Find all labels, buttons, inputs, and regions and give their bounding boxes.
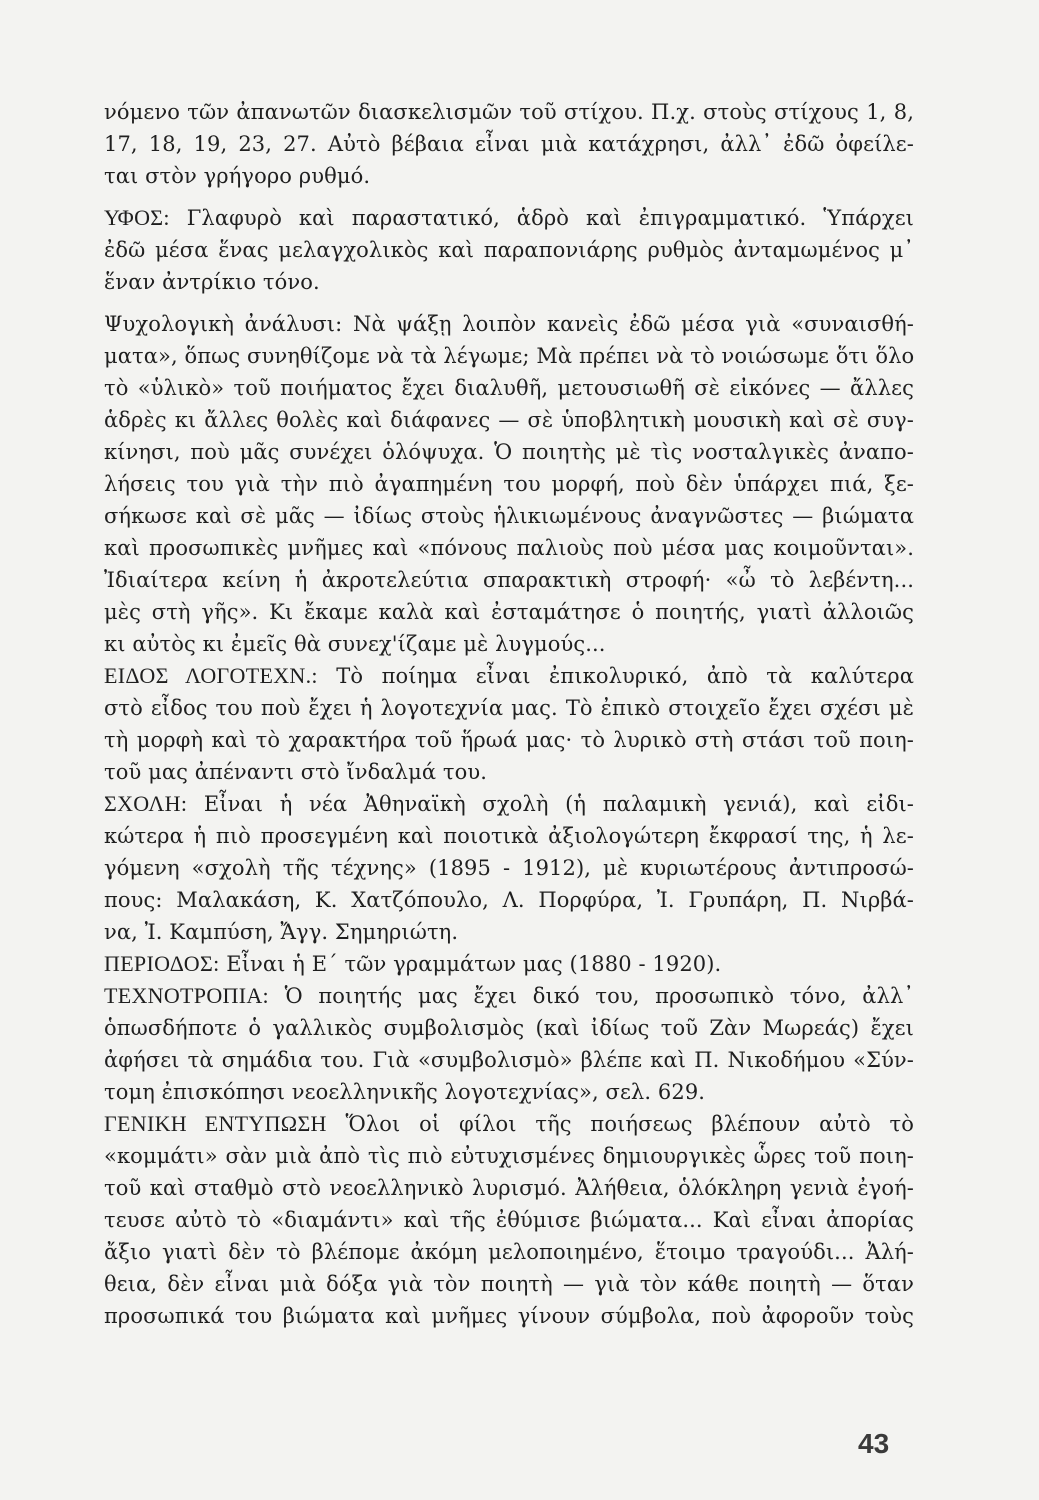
text-line: νόμενο τῶν ἀπανωτῶν διασκελισμῶν τοῦ στίχου. Π.χ. στοὺς στίχους 1, 8, [104, 100, 914, 124]
paragraph-style [104, 202, 914, 298]
text-line: τὸ «ὑλικὸ» τοῦ ποιήματος ἔχει διαλυθῆ, μετουσιωθῆ σὲ εἰκόνες — ἄλλες [104, 376, 914, 400]
document-body [104, 96, 914, 1332]
text-line: τοῦ μας ἀπέναντι στὸ ἴνδαλμά του. [104, 760, 487, 784]
text-line: γόμενη «σχολὴ τῆς τέχνης» (1895 - 1912), μὲ κυριωτέρους ἀντιπροσώ- [104, 856, 914, 880]
paragraph-school [104, 788, 914, 948]
text-line [104, 788, 914, 820]
paragraph-intro [104, 96, 914, 192]
paragraph-period [104, 948, 914, 980]
text-line [104, 1108, 914, 1140]
section-heading-impression: ΓΕΝΙΚΗ ΕΝΤΥΠΩΣΗ [104, 1111, 327, 1136]
section-heading-style: ΥΦΟΣ: [104, 205, 170, 230]
text-line: ὁπωσδήποτε ὁ γαλλικὸς συμβολισμὸς (καὶ ἰδίως τοῦ Ζὰν Μωρεάς) ἔχει [104, 1016, 914, 1040]
section-heading-analysis: Ψυχολογικὴ ἀνάλυσι: [104, 312, 343, 336]
text-line: ἁδρὲς κι ἄλλες θολὲς καὶ διάφανες — σὲ ὑποβλητικὴ μουσικὴ καὶ σὲ συγ- [104, 408, 914, 432]
text-line: ἄξιο γιατὶ δὲν τὸ βλέπομε ἀκόμη μελοποιημένο, ἕτοιμο τραγούδι... Ἀλή- [104, 1240, 914, 1264]
text-line: κώτερα ἡ πιὸ προσεγμένη καὶ ποιοτικὰ ἀξιολογώτερη ἔκφρασί της, ἡ λε- [104, 824, 914, 848]
text-line [104, 308, 914, 340]
section-heading-school: ΣΧΟΛΗ: [104, 791, 188, 816]
text-line: πους: Μαλακάση, Κ. Χατζόπουλο, Λ. Πορφύρα, Ἰ. Γρυπάρη, Π. Νιρβά- [104, 888, 914, 912]
text-line: κι αὐτὸς κι ἐμεῖς θὰ συνεχ'ίζαμε μὲ λυγμούς... [104, 632, 606, 656]
text-span: Νὰ ψάξῃ λοιπὸν κανεὶς ἐδῶ μέσα γιὰ «συναισθή- [352, 312, 914, 336]
section-heading-period: ΠΕΡΙΟΔΟΣ: [104, 951, 220, 976]
text-line: τοῦ καὶ σταθμὸ στὸ νεοελληνικὸ λυρισμό. Ἀλήθεια, ὁλόκληρη γενιὰ ἐγοή- [104, 1176, 914, 1200]
page-number: 43 [858, 1428, 890, 1459]
text-line [104, 202, 914, 234]
text-line: ματα», ὅπως συνηθίζομε νὰ τὰ λέγωμε; Μὰ πρέπει νὰ τὸ νοιώσωμε ὅτι ὅλο [104, 344, 914, 368]
text-line: τομη ἐπισκόπησι νεοελληνικῆς λογοτεχνίας», σελ. 629. [104, 1080, 706, 1104]
text-line [104, 980, 914, 1012]
text-line: Ἰδιαίτερα κείνη ἡ ἀκροτελεύτια σπαρακτικὴ στροφή· «ὦ τὸ λεβέντη... [104, 568, 914, 592]
text-line: ται στὸν γρήγορο ρυθμό. [104, 164, 371, 188]
paragraph-psychological-analysis [104, 308, 914, 660]
text-line: ἐδῶ μέσα ἕνας μελαγχολικὸς καὶ παραπονιάρης ρυθμὸς ἀνταμωμένος μ᾽ [104, 238, 914, 262]
text-span: Εἶναι ἡ νέα Ἀθηναϊκὴ σχολὴ (ἡ παλαμικὴ γενιά), καὶ εἰδι- [203, 792, 914, 816]
text-line: «κομμάτι» σὰν μιὰ ἀπὸ τὶς πιὸ εὐτυχισμένες δημιουργικὲς ὧρες τοῦ ποιη- [104, 1144, 914, 1168]
paragraph-general-impression [104, 1108, 914, 1332]
text-line: θεια, δὲν εἶναι μιὰ δόξα γιὰ τὸν ποιητὴ — γιὰ τὸν κάθε ποιητὴ — ὅταν [104, 1272, 914, 1296]
text-line [104, 660, 914, 692]
text-line: τευσε αὐτὸ τὸ «διαμάντι» καὶ τῆς ἐθύμισε βιώματα... Καὶ εἶναι ἀπορίας [104, 1208, 914, 1232]
text-span: Γλαφυρὸ καὶ παραστατικό, ἁδρὸ καὶ ἐπιγραμματικό. Ὑπάρχει [186, 206, 914, 230]
text-line: στὸ εἶδος του ποὺ ἔχει ἡ λογοτεχνία μας. Τὸ ἐπικὸ στοιχεῖο ἔχει σχέσι μὲ [104, 696, 914, 720]
text-line: σήκωσε καὶ σὲ μᾶς — ἰδίως στοὺς ἡλικιωμένους ἀναγνῶστες — βιώματα [104, 504, 914, 528]
section-heading-genre: ΕΙΔΟΣ ΛΟΓΟΤΕΧΝ.: [104, 663, 318, 688]
text-line: 17, 18, 19, 23, 27. Αὐτὸ βέβαια εἶναι μιὰ κατάχρησι, ἀλλ᾽ ἐδῶ ὀφείλε- [104, 132, 914, 156]
section-heading-technique: ΤΕΧΝΟΤΡΟΠΙΑ: [104, 983, 269, 1008]
text-line: λήσεις του γιὰ τὴν πιὸ ἀγαπημένη του μορφή, ποὺ δὲν ὑπάρχει πιά, ξε- [104, 472, 914, 496]
text-line: κίνησι, ποὺ μᾶς συνέχει ὁλόψυχα. Ὁ ποιητὴς μὲ τὶς νοσταλγικὲς ἀναπο- [104, 440, 914, 464]
text-line: μὲς στὴ γῆς». Κι ἔκαμε καλὰ καὶ ἐσταμάτησε ὁ ποιητής, γιατὶ ἀλλοιῶς [104, 600, 914, 624]
text-line: ἀφήσει τὰ σημάδια του. Γιὰ «συμβολισμὸ» βλέπε καὶ Π. Νικοδήμου «Σύν- [104, 1048, 914, 1072]
paragraph-literary-genre [104, 660, 914, 788]
text-line: ἕναν ἀντρίκιο τόνο. [104, 270, 320, 294]
text-span: Τὸ ποίημα εἶναι ἐπικολυρικό, ἀπὸ τὰ καλύτερα [336, 664, 914, 688]
text-line: προσωπικά του βιώματα καὶ μνῆμες γίνουν σύμβολα, ποὺ ἀφοροῦν τοὺς [104, 1304, 914, 1328]
text-line: να, Ἰ. Καμπύση, Ἄγγ. Σημηριώτη. [104, 920, 459, 944]
text-line: καὶ προσωπικὲς μνῆμες καὶ «πόνους παλιοὺς ποὺ μέσα μας κοιμοῦνται». [104, 536, 914, 560]
text-line [104, 948, 914, 980]
paragraph-technique [104, 980, 914, 1108]
text-span: Εἶναι ἡ Ε΄ τῶν γραμμάτων μας (1880 - 1920). [226, 952, 722, 976]
text-span: Ὅλοι οἱ φίλοι τῆς ποιήσεως βλέπουν αὐτὸ τὸ [345, 1112, 914, 1136]
text-line: τὴ μορφὴ καὶ τὸ χαρακτήρα τοῦ ἥρωά μας· τὸ λυρικὸ στὴ στάσι τοῦ ποιη- [104, 728, 914, 752]
text-span: Ὁ ποιητής μας ἔχει δικό του, προσωπικὸ τόνο, ἀλλ᾽ [284, 984, 914, 1008]
